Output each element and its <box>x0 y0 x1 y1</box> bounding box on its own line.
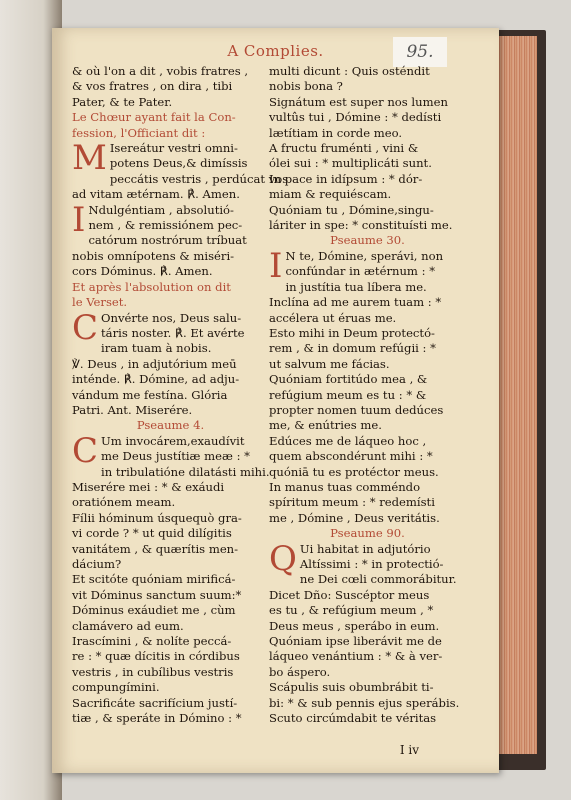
text-line: Quóniam tu , Dómine,singu- <box>269 202 434 217</box>
left-column <box>72 64 289 726</box>
text-line: cors Dóminus. ℟. Amen. <box>72 264 213 279</box>
text-line: in tribulatióne dilatásti mihi. <box>101 464 270 479</box>
indulgentiam-paragraph <box>72 199 269 280</box>
book-page <box>52 28 499 773</box>
text-line: compungímini. <box>72 680 160 695</box>
text-line: accélera ut éruas me. <box>269 310 397 325</box>
drop-initial: C <box>72 430 99 471</box>
misereatur-paragraph <box>72 138 289 203</box>
text-line: Edúces me de láqueo hoc , <box>269 433 427 448</box>
converte-paragraph <box>72 307 269 357</box>
text-line: quóniā tu es protéctor meus. <box>269 464 439 479</box>
text-line: Onvérte nos, Deus salu- <box>101 310 242 325</box>
text-line: Sacrificáte sacrifícium justí- <box>72 695 238 710</box>
folio-number: 95. <box>393 37 447 67</box>
drop-initial: C <box>72 307 99 348</box>
text-line: es tu , & refúgium meum , * <box>269 603 434 618</box>
text-line: In manus tuas comméndo <box>269 479 421 494</box>
psalm-heading: Pseaume 4. <box>136 418 205 433</box>
right-column <box>269 64 466 726</box>
qui-habitat-paragraph <box>269 538 466 588</box>
text-line: táris noster. ℟. Et avérte <box>101 325 245 340</box>
text-line: Quóniam fortitúdo mea , & <box>269 372 428 387</box>
text-line: Ui habitat in adjutório <box>299 541 431 556</box>
text-line: vándum me festína. Glória <box>72 387 228 402</box>
text-line: vanitátem , & quærítis men- <box>72 541 239 556</box>
text-line: N te, Dómine, sperávi, non <box>285 248 444 263</box>
page-edges <box>495 36 537 754</box>
text-line: Deus meus , sperábo in eum. <box>269 618 440 633</box>
text-line: rem , & in domum refúgii : * <box>269 341 436 356</box>
text-line: láriter in spe: * constituísti me. <box>269 218 453 233</box>
text-line: Dóminus exáudiet me , cùm <box>72 603 236 618</box>
text-line: In pace in idípsum : * dór- <box>269 171 423 186</box>
text-line: oratiónem meam. <box>72 495 176 510</box>
text-line: in justítia tua líbera me. <box>285 279 427 294</box>
text-line: Ndulgéntiam , absolutió- <box>88 202 234 217</box>
text-line: tiæ , & speráte in Dómino : * <box>72 711 242 726</box>
text-line: iram tuam à nobis. <box>101 341 212 356</box>
in-te-paragraph <box>269 245 466 295</box>
text-line: & vos fratres , on dira , tibi <box>72 79 233 94</box>
drop-initial: Q <box>269 538 297 579</box>
rubric-line: Et après l'absolution on dit <box>72 279 231 294</box>
text-line: ℣. Deus , in adjutórium meū <box>72 356 237 371</box>
text-line: quem abscondérunt mihi : * <box>269 449 433 464</box>
text-line: multi dicunt : Quis osténdit <box>269 64 430 78</box>
drop-initial: I <box>72 199 86 240</box>
text-line: lætítiam in corde meo. <box>269 125 403 140</box>
text-line: confúndar in ætérnum : * <box>285 264 435 279</box>
text-line: vestris , in cubílibus vestris <box>72 664 234 679</box>
page-title: A Complies. <box>227 42 324 60</box>
text-line: refúgium meum es tu : * & <box>269 387 427 402</box>
text-line: inténde. ℟. Dómine, ad adju- <box>72 372 240 387</box>
text-line: Scuto circúmdabit te véritas <box>269 711 437 726</box>
text-line: Et scitóte quóniam mirificá- <box>72 572 236 587</box>
drop-initial: I <box>269 245 283 286</box>
text-line: vi corde ? * ut quid dilígitis <box>72 526 232 541</box>
text-line: ne Dei cœli commorábitur. <box>299 572 457 587</box>
text-line: & où l'on a dit , vobis fratres , <box>72 64 249 78</box>
text-line: vit Dóminus sanctum suum:* <box>72 587 242 602</box>
text-line: ut salvum me fácias. <box>269 356 390 371</box>
text-line: Signátum est super nos lumen <box>269 94 448 109</box>
text-line: re : * quæ dícitis in córdibus <box>72 649 240 664</box>
text-line: dácium? <box>72 557 122 571</box>
text-line: Altíssimi : * in protectió- <box>299 557 444 571</box>
psalm-heading: Pseaume 30. <box>330 233 405 248</box>
text-line: miam & requiéscam. <box>269 187 392 202</box>
signature-mark: I iv <box>399 743 419 757</box>
text-line: Isereátur vestri omni- <box>109 141 238 156</box>
text-line: Miserére mei : * & exáudi <box>72 479 225 494</box>
rubric-line: Le Chœur ayant fait la Con- <box>72 110 236 125</box>
text-line: Esto mihi in Deum protectó- <box>269 325 435 340</box>
text-line: Um invocárem,exaudívit <box>101 433 245 448</box>
cum-invocarem-paragraph <box>72 430 270 480</box>
text-line: peccátis vestris , perdúcat vos <box>109 171 289 186</box>
text-line: Dicet Dño: Suscéptor meus <box>269 587 430 602</box>
text-line: A fructu fruménti , vini & <box>269 141 419 156</box>
text-line: potens Deus,& dimíssis <box>109 156 248 171</box>
rubric-line: fession, l'Officiant dit : <box>72 125 206 140</box>
text-line: bi: * & sub pennis ejus sperábis. <box>269 695 460 710</box>
text-line: ad vitam ætérnam. ℟. Amen. <box>72 187 240 202</box>
text-line: Irascímini , & nolíte peccá- <box>72 634 232 649</box>
text-line: vultûs tui , Dómine : * dedísti <box>269 110 442 125</box>
text-line: propter nomen tuum dedúces <box>269 402 444 417</box>
rubric-line: le Verset. <box>72 295 128 310</box>
text-line: catórum nostrórum tríbuat <box>88 233 247 248</box>
text-line: clamávero ad eum. <box>72 618 184 633</box>
text-line: láqueo venántium : * & à ver- <box>269 649 443 664</box>
text-line: me Deus justítiæ meæ : * <box>101 449 250 464</box>
psalm-heading: Pseaume 90. <box>330 526 405 541</box>
text-line: Inclína ad me aurem tuam : * <box>269 295 442 310</box>
text-line: bo áspero. <box>269 664 331 679</box>
text-line: nobis bona ? <box>269 79 343 94</box>
text-line: Quóniam ipse liberávit me de <box>269 634 442 649</box>
drop-initial: M <box>72 138 107 179</box>
text-line: Pater, & te Pater. <box>72 94 173 109</box>
text-line: nobis omnípotens & miséri- <box>72 248 235 263</box>
text-line: ólei sui : * multiplicáti sunt. <box>269 156 432 171</box>
text-line: spíritum meum : * redemísti <box>269 495 435 510</box>
text-line: me, & enútries me. <box>269 418 382 433</box>
text-line: Scápulis suis obumbrábit ti- <box>269 680 434 695</box>
text-line: Fílii hóminum úsquequò gra- <box>72 510 242 525</box>
text-line: me , Dómine , Deus veritátis. <box>269 510 440 525</box>
text-line: Patri. Ant. Miserére. <box>72 402 193 417</box>
text-line: nem , & remissiónem pec- <box>88 218 243 233</box>
